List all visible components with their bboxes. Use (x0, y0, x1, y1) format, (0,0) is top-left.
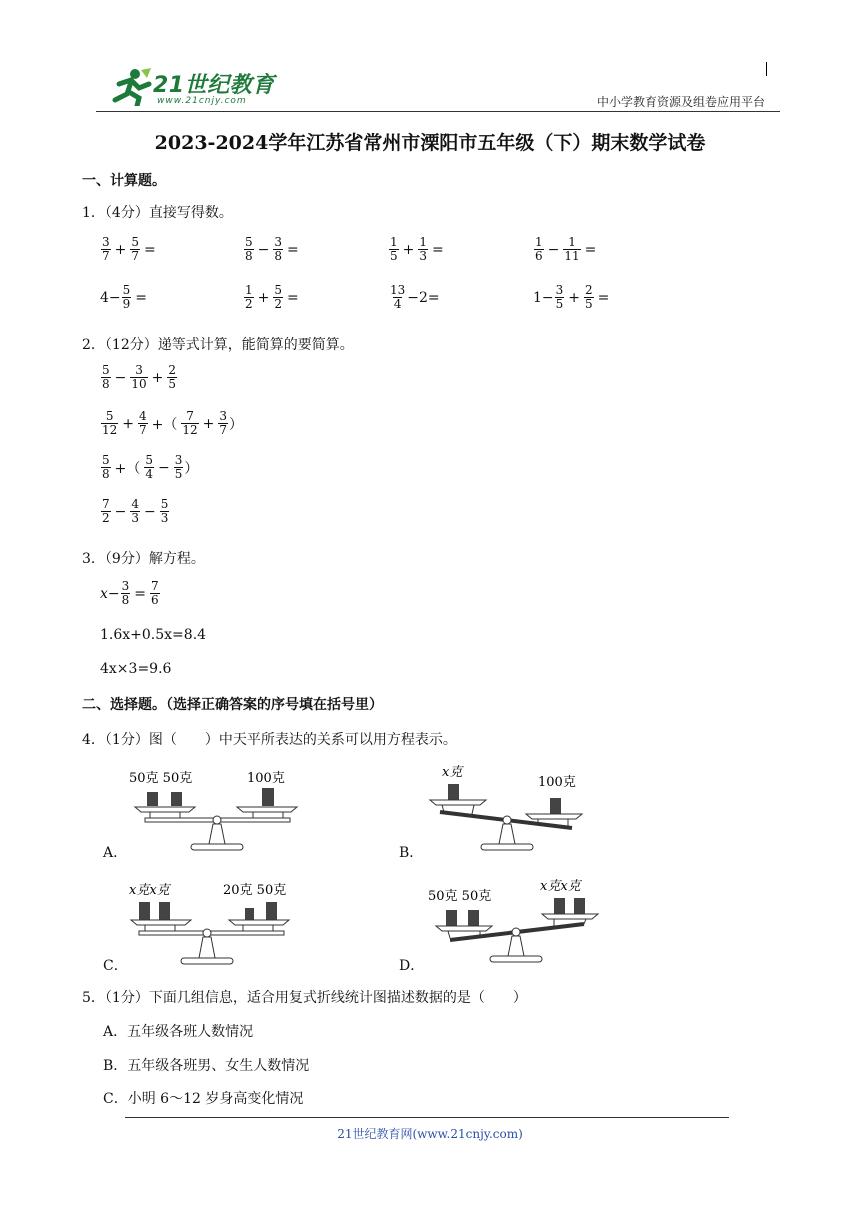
header-divider (96, 111, 780, 112)
q1-item-4: $\frac{1}{6}$ − $\frac{1}{11}$ = (535, 235, 597, 263)
q5-option-c: C．小明 6～12 岁身高变化情况 (103, 1091, 304, 1107)
option-a-letter: A． (103, 845, 128, 861)
scale-c-left-label: x克x克 (129, 883, 170, 898)
option-d-letter: D． (399, 958, 425, 974)
scale-d-left-label: 50克 50克 (428, 889, 492, 904)
scale-d-right-label: x克x克 (540, 879, 581, 894)
section-heading-choice: 二、选择题。（选择正确答案的序号填在括号里） (82, 697, 383, 713)
question-5-label: 5．（1分）下面几组信息，适合用复式折线统计图描述数据的是（ ） (82, 990, 527, 1006)
scale-a-left-label: 50克 50克 (129, 771, 193, 786)
question-4-label: 4．（1分）图（ ）中天平所表达的关系可以用方程表示。 (82, 732, 457, 748)
option-c-letter: C． (103, 958, 128, 974)
q2-expr-4: $\frac{7}{2}$ − $\frac{4}{3}$ − $\frac{5}{3}$ (102, 497, 169, 525)
question-2-label: 2．（12分）递等式计算，能简算的要简算。 (82, 337, 354, 353)
q1-item-8: 1− $\frac{3}{5}$ + $\frac{2}{5}$ = (533, 283, 610, 311)
q1-item-3: $\frac{1}{5}$ + $\frac{1}{3}$ = (390, 235, 444, 263)
q3-eq-3: 4x×3=9.6 (100, 661, 172, 677)
q5-option-a: A．五年级各班人数情况 (103, 1024, 254, 1040)
q3-eq-1: x− $\frac{3}{8}$ = $\frac{7}{6}$ (100, 579, 159, 607)
question-1-label: 1．（4分）直接写得数。 (82, 205, 233, 221)
scale-b-left-label: x克 (442, 765, 463, 780)
text-cursor (766, 62, 767, 76)
scale-b-right-label: 100克 (538, 775, 576, 790)
q1-item-7: $\frac{13}{4}$ −2= (390, 283, 440, 311)
footer-text: 21世纪教育网(www.21cnjy.com) (337, 1127, 523, 1141)
section-heading-calc: 一、计算题。 (82, 173, 166, 189)
page-title: 2023-2024学年江苏省常州市溧阳市五年级（下）期末数学试卷 (154, 132, 706, 154)
question-3-label: 3．（9分）解方程。 (82, 551, 205, 567)
q1-item-1: $\frac{3}{7}$ + $\frac{5}{7}$ = (102, 235, 156, 263)
balance-scale-a (125, 762, 305, 857)
q2-expr-3: $\frac{5}{8}$ +（ $\frac{5}{4}$ − $\frac{3}{5}$ ） (102, 453, 199, 481)
option-b-letter: B． (399, 845, 424, 861)
balance-scale-b (422, 760, 602, 855)
q1-item-2: $\frac{5}{8}$ − $\frac{3}{8}$ = (245, 235, 299, 263)
logo-text: 21世纪教育 (153, 73, 275, 98)
scale-c-right-label: 20克 50克 (223, 883, 287, 898)
scale-a-right-label: 100克 (247, 771, 285, 786)
q1-item-6: $\frac{1}{2}$ + $\frac{5}{2}$ = (245, 283, 299, 311)
q5-option-b: B．五年级各班男、女生人数情况 (103, 1058, 310, 1074)
q3-eq-2: 1.6x+0.5x=8.4 (100, 627, 207, 643)
q2-expr-2: $\frac{5}{12}$ + $\frac{4}{7}$ +（ $\frac{7}{12}$ + $\frac{3}{7}$ ） (102, 409, 244, 437)
runner-icon (105, 66, 155, 106)
q1-item-5: 4− $\frac{5}{9}$ = (100, 283, 148, 311)
logo-url: www.21cnjy.com (157, 96, 247, 106)
footer-divider (125, 1117, 729, 1118)
header-tagline: 中小学教育资源及组卷应用平台 (596, 95, 765, 109)
balance-scale-c (125, 876, 305, 971)
q2-expr-1: $\frac{5}{8}$ − $\frac{3}{10}$ + $\frac{2}{5}$ (102, 363, 177, 391)
site-logo (105, 66, 275, 110)
balance-scale-d (424, 872, 604, 967)
